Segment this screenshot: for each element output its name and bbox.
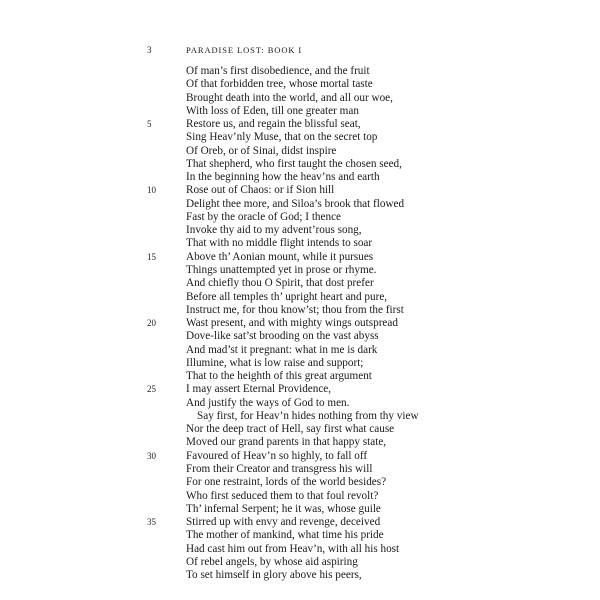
- line-text: Dove-like sat’st brooding on the vast abyss: [186, 330, 379, 343]
- line-number: 5: [147, 119, 152, 130]
- line-text: For one restraint, lords of the world besides?: [186, 476, 387, 489]
- page-header: [147, 43, 302, 57]
- line-text: From their Creator and transgress his will: [186, 462, 373, 475]
- line-text: Wast present, and with mighty wings outspread: [186, 317, 398, 330]
- line-text: With loss of Eden, till one greater man: [186, 104, 359, 117]
- line-number: 10: [147, 185, 156, 196]
- line-text: To set himself in glory above his peers,: [186, 569, 362, 582]
- line-text: Stirred up with envy and revenge, deceived: [186, 516, 381, 529]
- line-text: Of man’s first disobedience, and the fruit: [186, 65, 370, 77]
- line-number: 35: [147, 517, 156, 528]
- line-text: Restore us, and regain the blissful seat,: [186, 118, 361, 131]
- line-text: And chiefly thou O Spirit, that dost prefer: [186, 277, 374, 290]
- line-text: Th’ infernal Serpent; he it was, whose guile: [186, 502, 381, 515]
- page-number: 3: [147, 45, 152, 55]
- line-text: Instruct me, for thou know’st; thou from the first: [186, 303, 404, 316]
- line-text: Fast by the oracle of God; I thence: [186, 210, 342, 223]
- line-text: Before all temples th’ upright heart and pure,: [186, 290, 388, 303]
- line-text: Nor the deep tract of Hell, say first what cause: [186, 423, 395, 436]
- line-text: And mad’st it pregnant: what in me is dark: [186, 343, 378, 356]
- line-text: In the beginning how the heav’ns and earth: [186, 171, 380, 184]
- running-head: PARADISE LOST: BOOK I: [186, 45, 303, 55]
- line-text: Who first seduced them to that foul revolt?: [186, 489, 379, 502]
- line-text: Illumine, what is low raise and support;: [186, 356, 364, 369]
- line-text: Sing Heav’nly Muse, that on the secret top: [186, 131, 378, 144]
- line-text: Brought death into the world, and all our woe,: [186, 91, 393, 104]
- line-text: Of that forbidden tree, whose mortal taste: [186, 78, 373, 91]
- line-text: And justify the ways of God to men.: [186, 396, 350, 409]
- line-text: I may assert Eternal Providence,: [186, 383, 332, 396]
- line-text: Had cast him out from Heav’n, with all his host: [186, 542, 400, 555]
- line-text: Delight thee more, and Siloa’s brook that flowed: [186, 197, 405, 210]
- line-number: 25: [147, 384, 156, 395]
- line-number: 15: [147, 251, 156, 262]
- line-number: 30: [147, 450, 156, 461]
- line-text: That shepherd, who first taught the chosen seed,: [186, 157, 402, 170]
- line-text: Of rebel angels, by whose aid aspiring: [186, 555, 358, 568]
- line-text: Of Oreb, or of Sinai, didst inspire: [186, 144, 337, 157]
- line-text: Rose out of Chaos: or if Sion hill: [186, 184, 335, 197]
- line-text: Moved our grand parents in that happy state,: [186, 436, 387, 449]
- line-text: Favoured of Heav’n so highly, to fall off: [186, 449, 368, 462]
- line-number: 20: [147, 318, 156, 329]
- line-text: The mother of mankind, what time his pride: [186, 529, 384, 542]
- line-text: Things unattempted yet in prose or rhyme.: [186, 263, 377, 276]
- line-text: That to the heighth of this great argument: [186, 370, 372, 383]
- line-text: Say first, for Heav’n hides nothing from thy view: [197, 409, 419, 422]
- line-text: Above th’ Aonian mount, while it pursues: [186, 250, 374, 263]
- line-text: Invoke thy aid to my advent’rous song,: [186, 224, 362, 237]
- line-text: That with no middle flight intends to soar: [186, 237, 373, 250]
